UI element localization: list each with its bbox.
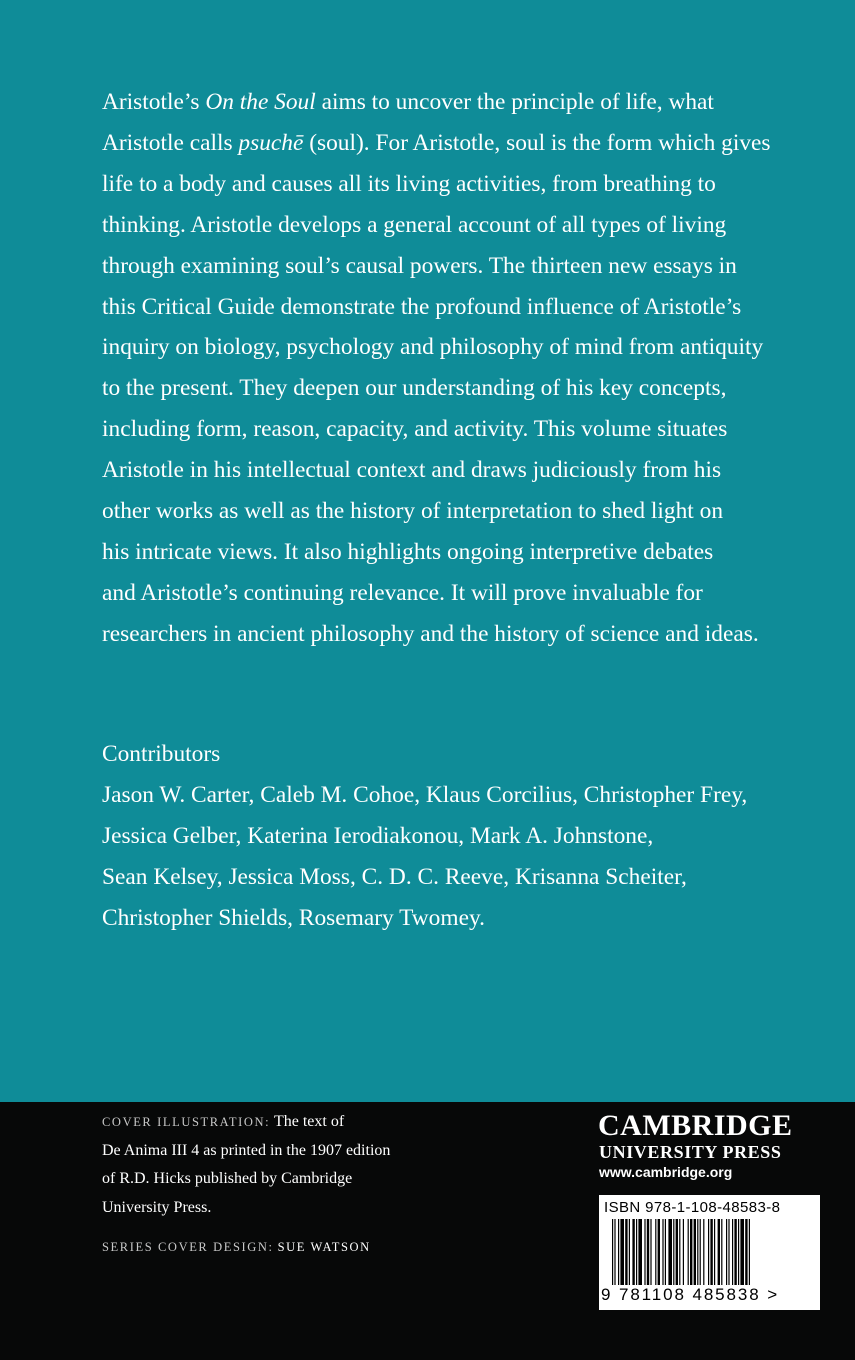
barcode-bar bbox=[618, 1219, 619, 1285]
barcode-bar bbox=[658, 1219, 660, 1285]
text-run: Aristotle in his intellectual context and draws judiciously from his bbox=[102, 457, 722, 484]
description-line bbox=[102, 450, 822, 491]
barcode-bar bbox=[710, 1219, 712, 1285]
barcode-bar bbox=[638, 1219, 642, 1285]
barcode-bar bbox=[679, 1219, 680, 1285]
text-run: aims to uncover the principle of life, what bbox=[315, 89, 714, 115]
barcode-bar bbox=[718, 1219, 720, 1285]
barcode-bar bbox=[632, 1219, 634, 1285]
barcode-bar bbox=[668, 1219, 672, 1285]
contributors-line: Jessica Gelber, Katerina Ierodiakonou, Mark A. Johnstone, bbox=[102, 822, 654, 849]
isbn-label: ISBN 978-1-108-48583-8 bbox=[604, 1199, 781, 1216]
barcode-bar bbox=[721, 1219, 722, 1285]
barcode-bar bbox=[655, 1219, 656, 1285]
barcode-bar bbox=[614, 1219, 615, 1285]
barcode-bar bbox=[749, 1219, 750, 1285]
contributors-line: Sean Kelsey, Jessica Moss, C. D. C. Reeve, Krisanna Scheiter, bbox=[102, 863, 687, 890]
text-run: including form, reason, capacity, and activity. This volume situates bbox=[102, 416, 728, 443]
barcode-bar bbox=[629, 1219, 630, 1285]
barcode-bar bbox=[694, 1219, 696, 1285]
description-line bbox=[102, 327, 822, 368]
barcode-bar bbox=[697, 1219, 698, 1285]
illustration-text: University Press. bbox=[102, 1198, 212, 1216]
text-run: researchers in ancient philosophy and the history of science and ideas. bbox=[102, 620, 759, 647]
barcode-bar bbox=[732, 1219, 733, 1285]
publisher-subtitle: UNIVERSITY PRESS bbox=[599, 1142, 782, 1162]
publisher-url: www.cambridge.org bbox=[599, 1164, 733, 1180]
publisher-logo bbox=[598, 1110, 828, 1182]
barcode-bar bbox=[738, 1219, 739, 1285]
text-run: Aristotle’s bbox=[102, 89, 206, 115]
barcode-bar bbox=[740, 1219, 744, 1285]
description-line bbox=[102, 614, 822, 655]
barcode-bar bbox=[673, 1219, 674, 1285]
illustration-text: of R.D. Hicks published by Cambridge bbox=[102, 1170, 353, 1187]
series-design-credit bbox=[102, 1236, 502, 1258]
description-line bbox=[102, 82, 822, 123]
description-line bbox=[102, 409, 822, 450]
barcode-bar bbox=[745, 1219, 747, 1285]
barcode-bar bbox=[636, 1219, 637, 1285]
barcode-bar bbox=[708, 1219, 709, 1285]
text-run: other works as well as the history of interpretation to shed light on bbox=[102, 498, 724, 525]
contributors-line: Jason W. Carter, Caleb M. Cohoe, Klaus Corcilius, Christopher Frey, bbox=[102, 781, 748, 808]
barcode-bar bbox=[665, 1219, 666, 1285]
barcode-bar bbox=[714, 1219, 715, 1285]
text-run: through examining soul’s causal powers. The thirteen new essays in bbox=[102, 252, 737, 279]
contributors-section bbox=[102, 734, 822, 939]
barcode-bar bbox=[688, 1219, 689, 1285]
italic-term: On the Soul bbox=[205, 89, 316, 115]
barcode-bar bbox=[683, 1219, 684, 1285]
text-run: inquiry on biology, psychology and philosophy of mind from antiquity bbox=[102, 334, 764, 361]
barcode-bar bbox=[726, 1219, 727, 1285]
barcode-bar bbox=[662, 1219, 663, 1285]
description-line bbox=[102, 287, 822, 328]
illustration-label: COVER ILLUSTRATION: bbox=[102, 1115, 271, 1129]
description-line bbox=[102, 368, 822, 409]
barcode-bars bbox=[612, 1219, 808, 1285]
barcode-bar bbox=[700, 1219, 701, 1285]
barcode-bar bbox=[676, 1219, 678, 1285]
illustration-text: De Anima III 4 as printed in the 1907 edition bbox=[102, 1141, 391, 1159]
description-line bbox=[102, 164, 822, 205]
cover-illustration-credit bbox=[102, 1108, 452, 1222]
contributors-heading: Contributors bbox=[102, 741, 221, 767]
text-run: this Critical Guide demonstrate the profound influence of Aristotle’s bbox=[102, 293, 742, 320]
text-run: his intricate views. It also highlights ongoing interpretive debates bbox=[102, 538, 714, 565]
barcode-digits: 9 781108 485838 > bbox=[601, 1285, 780, 1304]
barcode-bar bbox=[650, 1219, 651, 1285]
publisher-name: CAMBRIDGE bbox=[598, 1109, 793, 1142]
designer-name: SUE WATSON bbox=[277, 1240, 371, 1254]
barcode-bar bbox=[612, 1219, 613, 1285]
text-run: Aristotle calls bbox=[102, 129, 239, 156]
isbn-barcode bbox=[599, 1195, 820, 1310]
text-run: life to a body and causes all its living activities, from breathing to bbox=[102, 170, 716, 197]
description-line bbox=[102, 205, 822, 246]
text-run: thinking. Aristotle develops a general account of all types of living bbox=[102, 211, 727, 238]
text-run: and Aristotle’s continuing relevance. It will prove invaluable for bbox=[102, 579, 703, 606]
barcode-bar bbox=[728, 1219, 729, 1285]
book-description bbox=[102, 82, 822, 655]
description-line bbox=[102, 532, 822, 573]
text-run: to the present. They deepen our understanding of his key concepts, bbox=[102, 375, 727, 402]
barcode-bar bbox=[734, 1219, 736, 1285]
description-line bbox=[102, 246, 822, 287]
italic-term: psuchē bbox=[238, 129, 304, 156]
description-line bbox=[102, 573, 822, 614]
contributors-line: Christopher Shields, Rosemary Twomey. bbox=[102, 904, 485, 931]
description-line bbox=[102, 123, 822, 164]
design-label: SERIES COVER DESIGN: bbox=[102, 1240, 274, 1254]
barcode-bar bbox=[625, 1219, 627, 1285]
text-run: (soul). For Aristotle, soul is the form which gives bbox=[303, 129, 771, 156]
barcode-bar bbox=[690, 1219, 692, 1285]
barcode-bar bbox=[620, 1219, 624, 1285]
barcode-bar bbox=[647, 1219, 649, 1285]
barcode-bar bbox=[703, 1219, 704, 1285]
barcode-bar bbox=[644, 1219, 645, 1285]
illustration-text: The text of bbox=[270, 1113, 345, 1130]
description-line bbox=[102, 491, 822, 532]
